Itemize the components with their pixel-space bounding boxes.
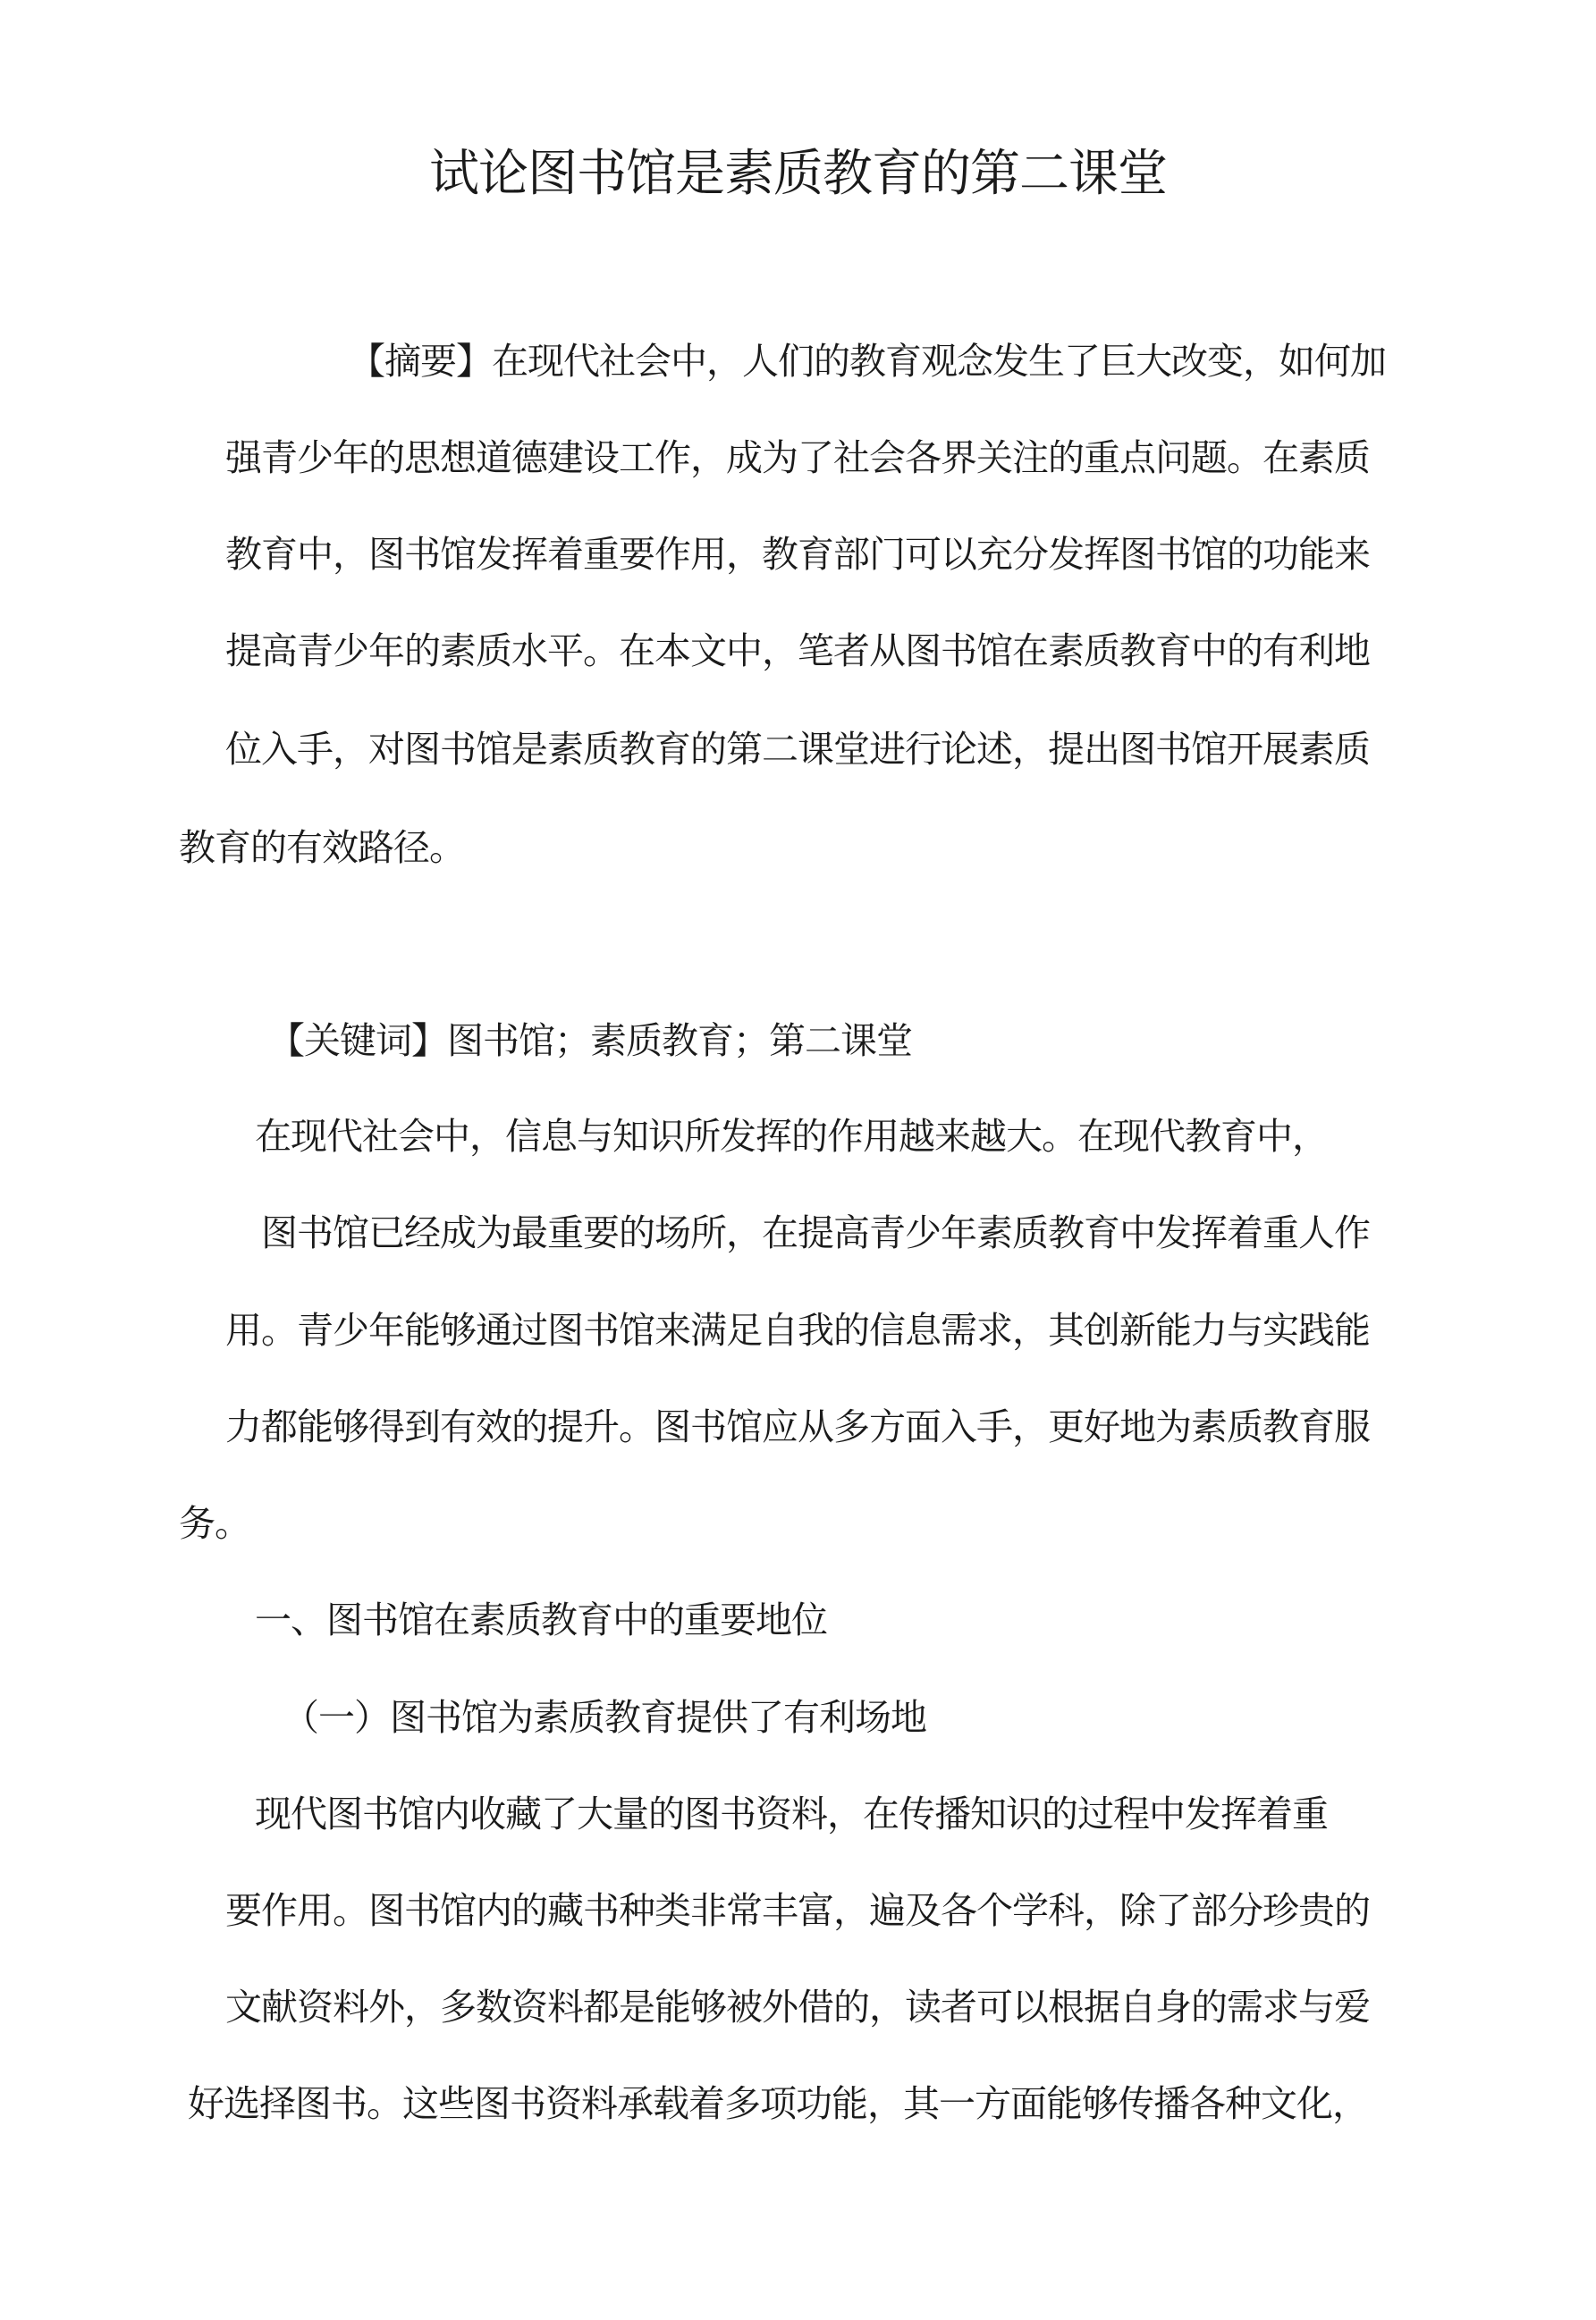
intro-line-5: 务。 <box>179 1502 250 1545</box>
body-line-2: 要作用。图书馆内的藏书种类非常丰富，遍及各个学科，除了部分珍贵的 <box>225 1889 1370 1932</box>
intro-line-4: 力都能够得到有效的提升。图书馆应从多方面入手，更好地为素质教育服 <box>225 1405 1370 1448</box>
body-line-1: 现代图书馆内收藏了大量的图书资料，在传播知识的过程中发挥着重 <box>255 1793 1328 1835</box>
abstract-line-2: 强青少年的思想道德建设工作，成为了社会各界关注的重点问题。在素质 <box>225 436 1370 479</box>
intro-line-3: 用。青少年能够通过图书馆来满足自我的信息需求，其创新能力与实践能 <box>225 1309 1370 1352</box>
abstract-line-5: 位入手，对图书馆是素质教育的第二课堂进行论述，提出图书馆开展素质 <box>225 728 1370 771</box>
abstract-line-6: 教育的有效路径。 <box>179 826 465 869</box>
intro-line-1: 在现代社会中，信息与知识所发挥的作用越来越大。在现代教育中， <box>255 1115 1328 1158</box>
abstract-line-4: 提高青少年的素质水平。在本文中，笔者从图书馆在素质教育中的有利地 <box>225 629 1370 672</box>
body-line-4: 好选择图书。这些图书资料承载着多项功能，其一方面能够传播各种文化， <box>188 2082 1368 2125</box>
intro-line-2: 图书馆已经成为最重要的场所，在提高青少年素质教育中发挥着重人作 <box>261 1211 1370 1254</box>
keywords-line: 【关键词】图书馆；素质教育；第二课堂 <box>268 1019 912 1062</box>
abstract-line-3: 教育中，图书馆发挥着重要作用，教育部门可以充分发挥图书馆的功能来 <box>225 533 1370 576</box>
abstract-line-1: 【摘要】在现代社会中，人们的教育观念发生了巨大改变，如何加 <box>349 340 1386 383</box>
body-line-3: 文献资料外，多数资料都是能够被外借的，读者可以根据自身的需求与爱 <box>225 1986 1370 2029</box>
document-title: 试论图书馆是素质教育的第二课堂 <box>429 145 1167 203</box>
section-heading: 一、图书馆在素质教育中的重要地位 <box>255 1599 827 1641</box>
subsection-heading: （一）图书馆为素质教育提供了有利场地 <box>283 1696 926 1739</box>
